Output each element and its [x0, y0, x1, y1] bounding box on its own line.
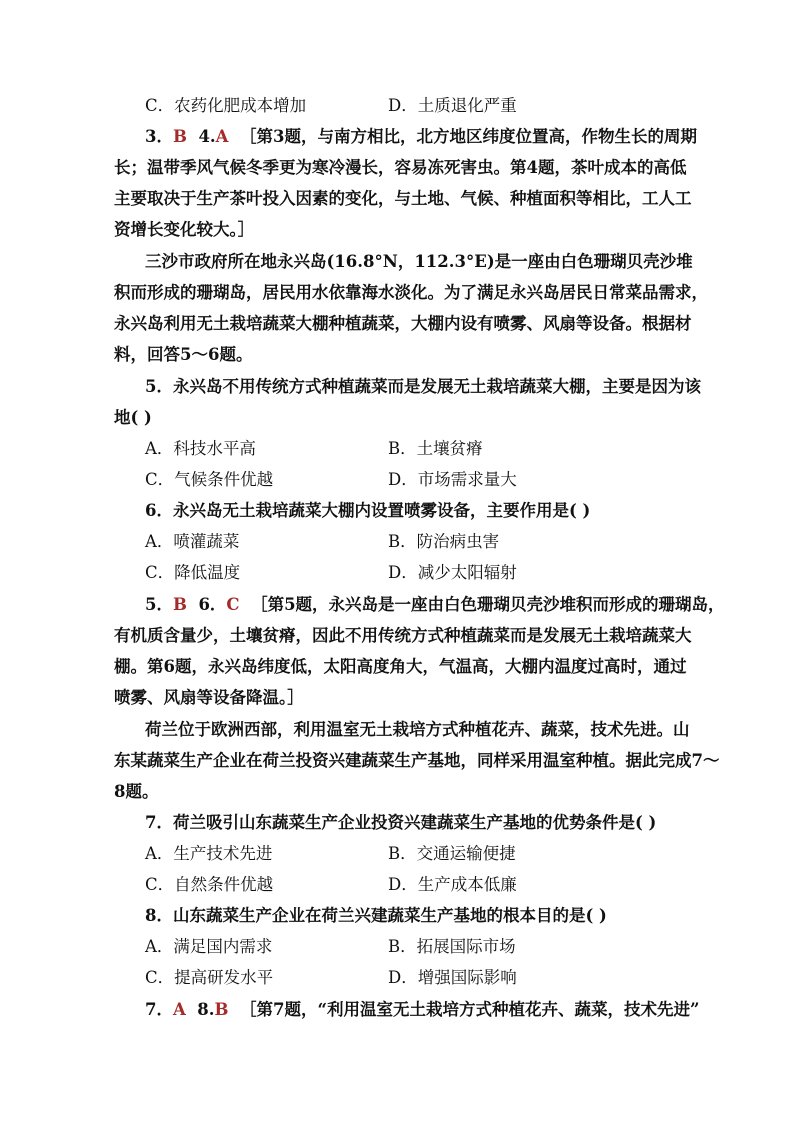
- q6-option-d: D．减少太阳辐射: [388, 563, 517, 582]
- q5-option-a: A．科技水平高: [145, 439, 256, 458]
- q4-answer: A: [215, 127, 229, 146]
- prev-option-d: D．土质退化严重: [388, 96, 517, 115]
- q5-number: 5．: [145, 595, 173, 614]
- q5-stem-line1: 5．永兴岛不用传统方式种植蔬菜而是发展无土栽培蔬菜大棚，主要是因为该: [145, 377, 701, 396]
- answer-5-6-line1: [145, 593, 725, 617]
- q6-answer: C: [226, 595, 240, 614]
- answer-3-4-line1: [145, 125, 697, 149]
- q4-number: 4.: [198, 127, 216, 146]
- q8-answer: B: [214, 1000, 229, 1019]
- q5-stem-line2: 地( ): [114, 408, 152, 427]
- answer-5-6-line4: 喷雾、风扇等设备降温。］: [114, 688, 304, 707]
- passage-2-line1: 荷兰位于欧洲西部，利用温室无土栽培方式种植花卉、蔬菜，技术先进。山: [145, 720, 690, 739]
- passage-2-line2: 东某蔬菜生产企业在荷兰投资兴建蔬菜生产基地，同样采用温室种植。据此完成7～: [114, 751, 720, 770]
- prev-option-c: C．农药化肥成本增加: [145, 96, 307, 115]
- q6-option-c: C．降低温度: [145, 563, 241, 582]
- passage-1-line2: 积而形成的珊瑚岛，居民用水依靠海水淡化。为了满足永兴岛居民日常菜品需求，: [114, 283, 708, 302]
- q5-option-d: D．市场需求量大: [388, 470, 517, 489]
- answer-7-8-line1: [145, 998, 699, 1022]
- q7-answer: A: [172, 1000, 186, 1019]
- q8-option-b: B．拓展国际市场: [388, 937, 516, 956]
- q6-option-a: A．喷灌蔬菜: [145, 532, 240, 551]
- q3-answer: B: [172, 127, 187, 146]
- q5-option-b: B．土壤贫瘠: [388, 439, 483, 458]
- passage-1-line4: 料，回答5～6题。: [114, 345, 253, 364]
- q3-number: 3．: [145, 127, 173, 146]
- q7-option-d: D．生产成本低廉: [388, 875, 517, 894]
- q5-answer: B: [172, 595, 187, 614]
- answer-5-6-line3: 棚。第6题，永兴岛纬度低，太阳高度角大，气温高，大棚内温度过高时，通过: [114, 657, 687, 676]
- q7-stem: 7．荷兰吸引山东蔬菜生产企业投资兴建蔬菜生产基地的优势条件是( ): [145, 813, 657, 832]
- q7-option-a: A．生产技术先进: [145, 844, 273, 863]
- answer-7-8-explanation: ［第7题，“利用温室无土栽培方式种植花卉、蔬菜，技术先进”: [239, 1000, 700, 1019]
- answer-5-6-explanation: ［第5题，永兴岛是一座由白色珊瑚贝壳沙堆积而形成的珊瑚岛，: [251, 595, 725, 614]
- q8-option-d: D．增强国际影响: [388, 968, 517, 987]
- answer-5-6-line2: 有机质含量少，土壤贫瘠，因此不用传统方式种植蔬菜而是发展无土栽培蔬菜大: [114, 626, 692, 645]
- q8-number: 8.: [197, 1000, 215, 1019]
- q7-option-b: B．交通运输便捷: [388, 844, 516, 863]
- passage-1-line3: 永兴岛利用无土栽培蔬菜大棚种植蔬菜，大棚内设有喷雾、风扇等设备。根据材: [114, 314, 692, 333]
- q6-stem: 6．永兴岛无土栽培蔬菜大棚内设置喷雾设备，主要作用是( ): [145, 501, 591, 520]
- passage-1-line1: 三沙市政府所在地永兴岛(16.8°N，112.3°E)是一座由白色珊瑚贝壳沙堆: [145, 252, 693, 271]
- q8-option-a: A．满足国内需求: [145, 937, 273, 956]
- q6-number: 6．: [198, 595, 227, 614]
- answer-3-4-line4: 资增长变化较大。］: [114, 220, 255, 239]
- answer-3-4-line3: 主要取决于生产茶叶投入因素的变化，与土地、气候、种植面积等相比，工人工: [114, 189, 692, 208]
- q7-number: 7．: [145, 1000, 173, 1019]
- q7-option-c: C．自然条件优越: [145, 875, 274, 894]
- q8-stem: 8．山东蔬菜生产企业在荷兰兴建蔬菜生产基地的根本目的是( ): [145, 906, 607, 925]
- passage-2-line3: 8题。: [114, 782, 159, 801]
- answer-3-4-explanation: ［第3题，与南方相比，北方地区纬度位置高，作物生长的周期: [239, 127, 697, 146]
- q8-option-c: C．提高研发水平: [145, 968, 274, 987]
- q5-option-c: C．气候条件优越: [145, 470, 274, 489]
- answer-3-4-line2: 长；温带季风气候冬季更为寒冷漫长，容易冻死害虫。第4题，茶叶成本的高低: [114, 158, 687, 177]
- q6-option-b: B．防治病虫害: [388, 532, 500, 551]
